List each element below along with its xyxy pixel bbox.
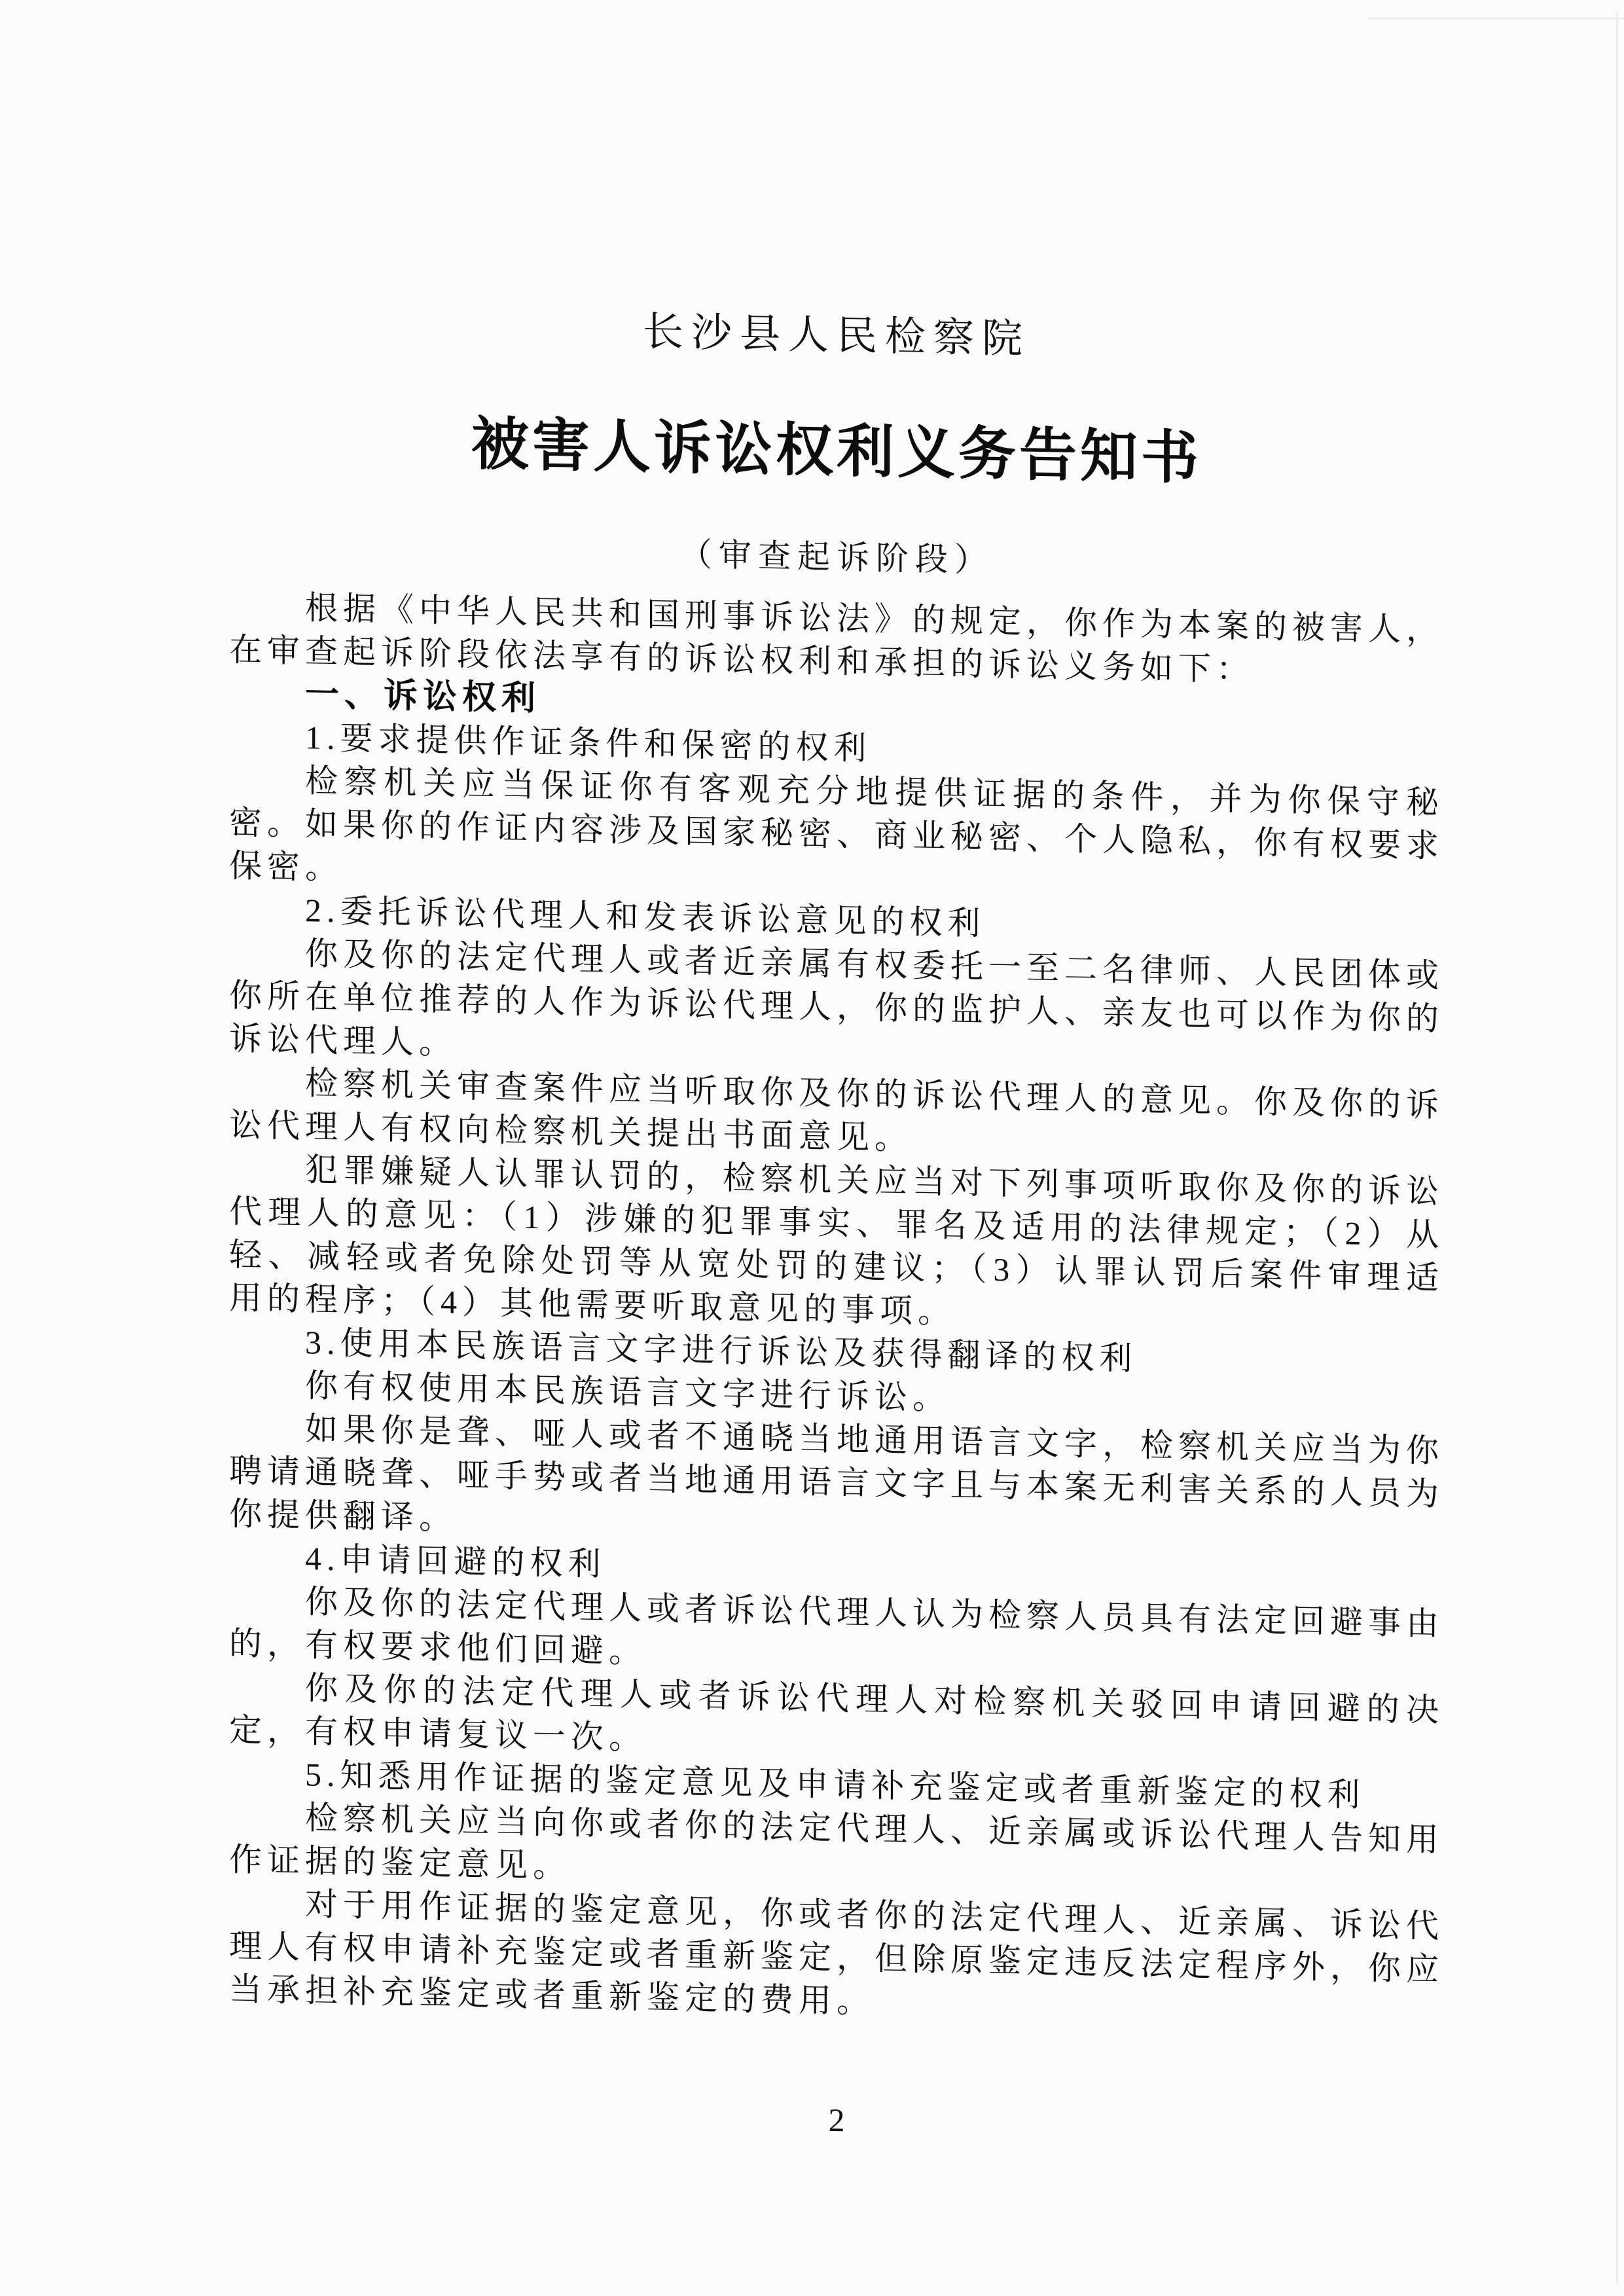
scan-edge-artifact-top [1368,18,1624,20]
item-2-paragraph: 犯罪嫌疑人认罪认罚的，检察机关应当对下列事项听取你及你的诉讼代理人的意见：（1）涉嫌的犯罪事实、罪名及适用的法律规定；（2）从轻、减轻或者免除处罚等从宽处罚的建议；（3）认罪认罚后案件审理适用的程序；（4）其他需要听取意见的事项。 [229,1151,1444,1330]
page-number: 2 [828,2101,845,2139]
item-5-paragraph: 对于用作证据的鉴定意见，你或者你的法定代理人、近亲属、诉讼代理人有权申请补充鉴定或者重新鉴定，但除原鉴定违反法定程序外，你应当承担补充鉴定或者重新鉴定的费用。 [229,1886,1444,2020]
item-2-heading: 2.委托诉讼代理人和发表诉讼意见的权利 [305,892,986,942]
section-heading-litigation-rights: 一、诉讼权利 [305,675,541,718]
item-2-paragraph: 检察机关审查案件应当听取你及你的诉讼代理人的意见。你及你的诉讼代理人有权向检察机关提出书面意见。 [229,1065,1444,1157]
document-body [229,585,1444,2034]
item-3-paragraph: 你有权使用本民族语言文字进行诉讼。 [305,1367,950,1417]
item-3-heading: 3.使用本民族语言文字进行诉讼及获得翻译的权利 [305,1324,1138,1377]
scan-edge-artifact-right [1616,12,1618,2284]
item-4-paragraph: 你及你的法定代理人或者诉讼代理人对检察机关驳回申请回避的决定，有权申请复议一次。 [229,1669,1444,1757]
item-3-paragraph: 如果你是聋、哑人或者不通晓当地通用语言文字，检察机关应当为你聘请通晓聋、哑手势或者当地通用语言文字且与本案无利害关系的人员为你提供翻译。 [229,1410,1444,1537]
intro-paragraph: 根据《中华人民共和国刑事诉讼法》的规定，你作为本案的被害人，在审查起诉阶段依法享有的诉讼权利和承担的诉讼义务如下： [229,589,1444,688]
document-content [229,301,1444,2151]
item-1-paragraph: 检察机关应当保证你有客观充分地提供证据的条件，并为你保守秘密。如果你的作证内容涉及国家秘密、商业秘密、个人隐私，你有权要求保密。 [229,762,1444,886]
stage-note: （审查起诉阶段） [679,536,994,579]
item-2-paragraph: 你及你的法定代理人或者近亲属有权委托一至二名律师、人民团体或你所在单位推荐的人作为诉讼代理人，你的监护人、亲友也可以作为你的诉讼代理人。 [229,935,1444,1061]
item-4-paragraph: 你及你的法定代理人或者诉讼代理人认为检察人员具有法定回避事由的，有权要求他们回避。 [229,1583,1444,1670]
item-4-heading: 4.申请回避的权利 [305,1540,606,1583]
item-1-heading: 1.要求提供作证条件和保密的权利 [305,719,872,767]
item-5-paragraph: 检察机关应当向你或者你的法定代理人、近亲属或诉讼代理人告知用作证据的鉴定意见。 [229,1799,1444,1885]
item-5-heading: 5.知悉用作证据的鉴定意见及申请补充鉴定或者重新鉴定的权利 [305,1756,1365,1813]
org-name: 长沙县人民检察院 [642,310,1030,362]
document-title: 被害人诉讼权利义务告知书 [471,413,1202,492]
